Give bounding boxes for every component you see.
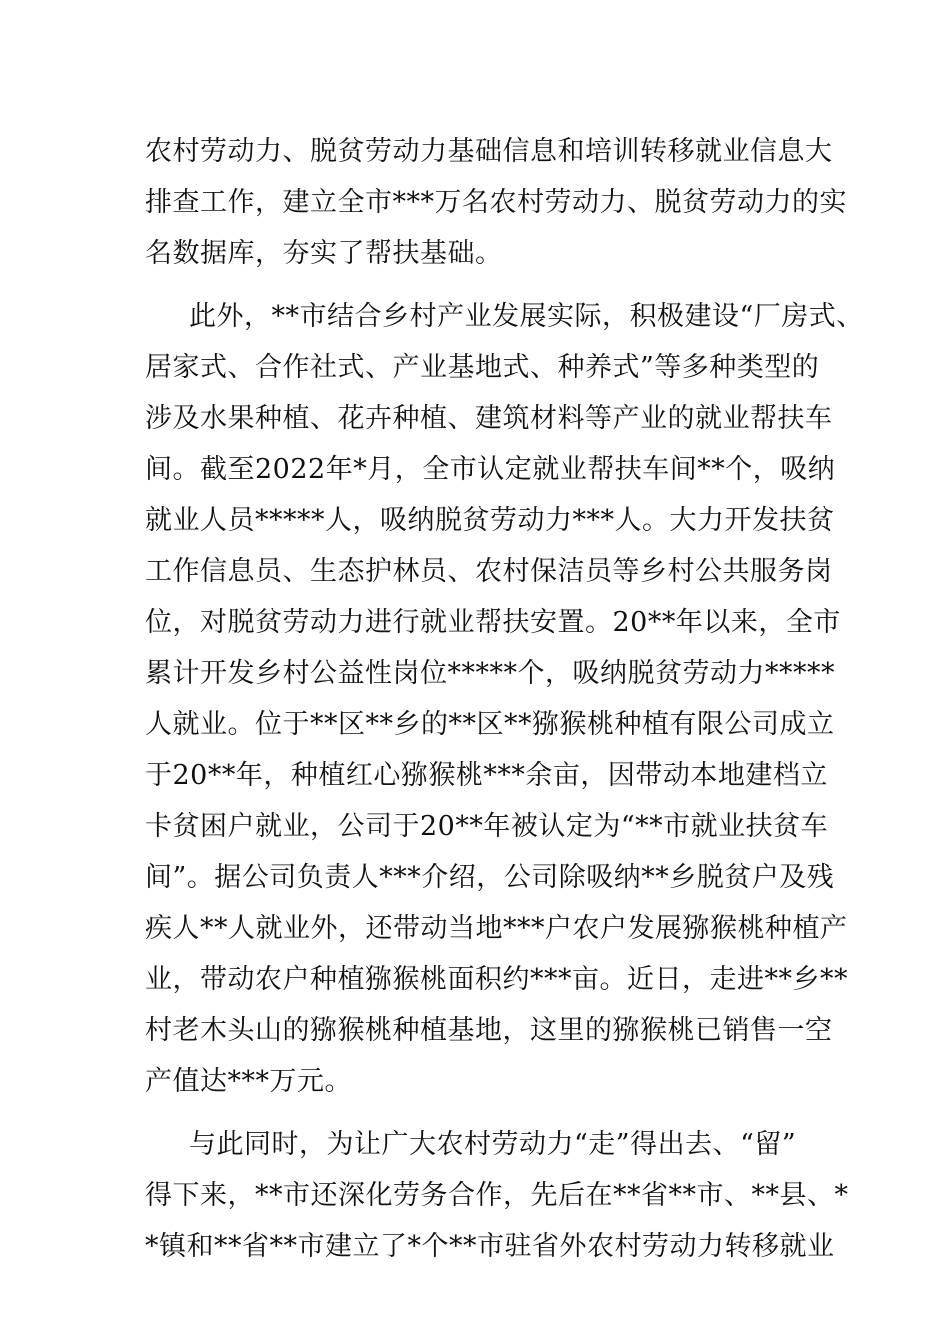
text-line: 得下来，**市还深化劳务合作，先后在**省**市、**县、* xyxy=(145,1180,849,1211)
text-line: 居家式、合作社式、产业基地式、种养式”等多种类型的 xyxy=(145,352,820,383)
paragraph-2 xyxy=(145,291,864,1107)
paragraph-3 xyxy=(145,1119,849,1272)
text-line: 卡贫困户就业，公司于20**年被认定为“**市就业扶贫车 xyxy=(145,811,829,842)
text-line: *镇和**省**市建立了*个**市驻省外农村劳动力转移就业 xyxy=(145,1231,835,1262)
document-body xyxy=(145,126,864,1272)
paragraph-gap xyxy=(145,279,835,291)
text-line: 农村劳动力、脱贫劳动力基础信息和培训转移就业信息大 xyxy=(145,136,833,167)
paragraph-gap xyxy=(145,1107,835,1119)
text-line: 累计开发乡村公益性岗位*****个，吸纳脱贫劳动力***** xyxy=(145,658,835,689)
text-line: 排查工作，建立全市***万名农村劳动力、脱贫劳动力的实 xyxy=(145,187,847,218)
text-line: 位，对脱贫劳动力进行就业帮扶安置。20**年以来，全市 xyxy=(145,607,841,638)
text-line: 就业人员*****人，吸纳脱贫劳动力***人。大力开发扶贫 xyxy=(145,505,835,536)
text-line: 产值达***万元。 xyxy=(145,1066,352,1097)
text-line: 间”。据公司负责人***介绍，公司除吸纳**乡脱贫户及残 xyxy=(145,862,835,893)
text-line: 人就业。位于**区**乡的**区**猕猴桃种植有限公司成立 xyxy=(145,709,835,740)
text-line: 与此同时，为让广大农村劳动力“走”得出去、“留” xyxy=(189,1129,797,1160)
paragraph-1 xyxy=(145,126,847,279)
text-line: 名数据库，夯实了帮扶基础。 xyxy=(145,238,503,269)
text-line: 此外，**市结合乡村产业发展实际，积极建设“厂房式、 xyxy=(189,301,864,332)
text-line: 业，带动农户种植猕猴桃面积约***亩。近日，走进**乡** xyxy=(145,964,848,995)
text-line: 涉及水果种植、花卉种植、建筑材料等产业的就业帮扶车 xyxy=(145,403,833,434)
text-line: 间。截至2022年*月，全市认定就业帮扶车间**个，吸纳 xyxy=(145,454,836,485)
text-line: 于20**年，种植红心猕猴桃***余亩，因带动本地建档立 xyxy=(145,760,828,791)
text-line: 工作信息员、生态护林员、农村保洁员等乡村公共服务岗 xyxy=(145,556,833,587)
text-line: 村老木头山的猕猴桃种植基地，这里的猕猴桃已销售一空 xyxy=(145,1015,833,1046)
text-line: 疾人**人就业外，还带动当地***户农户发展猕猴桃种植产 xyxy=(145,913,848,944)
